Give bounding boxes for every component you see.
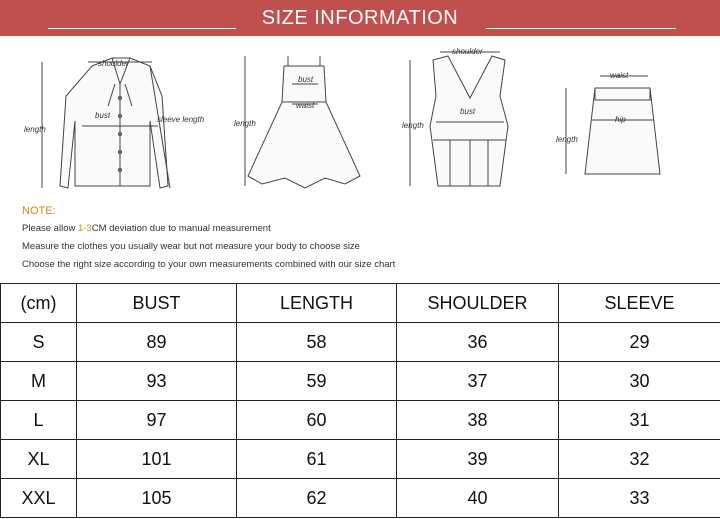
table-cell: 30: [559, 362, 720, 401]
size-table: [0, 283, 720, 518]
table-cell: XXL: [1, 479, 77, 518]
shirt-length-label: length: [24, 125, 46, 134]
table-cell: 93: [77, 362, 237, 401]
shirt-bust-label: bust: [95, 111, 111, 120]
table-cell: 40: [397, 479, 559, 518]
table-cell: 62: [237, 479, 397, 518]
table-cell: 58: [237, 323, 397, 362]
table-row: [1, 440, 720, 479]
table-cell: 59: [237, 362, 397, 401]
table-cell: 37: [397, 362, 559, 401]
table-row: [1, 401, 720, 440]
tank-shoulder-label: shoulder: [452, 47, 483, 56]
table-cell: 89: [77, 323, 237, 362]
note-line-1-highlight: 1-3: [77, 223, 92, 234]
table-cell: 105: [77, 479, 237, 518]
note-block: [22, 202, 395, 274]
dress-bust-label: bust: [298, 75, 314, 84]
skirt-hip-label: hip: [615, 115, 626, 124]
tank-bust-label: bust: [460, 107, 476, 116]
skirt-waist-label: waist: [610, 71, 629, 80]
dress-waist-label: waist: [296, 101, 315, 110]
table-cell: 32: [559, 440, 720, 479]
note-line-1-end: CM deviation due to manual measurement: [91, 223, 271, 234]
table-row: [1, 362, 720, 401]
title-banner: [0, 0, 720, 36]
tank-length-label: length: [402, 121, 424, 130]
dress-length-label: length: [234, 119, 256, 128]
header-cell: (cm): [1, 284, 77, 323]
measurement-illustration: [0, 36, 720, 283]
table-row: [1, 323, 720, 362]
table-cell: M: [1, 362, 77, 401]
shirt-shoulder-label: shoulder: [98, 59, 129, 68]
table-header-row: [1, 284, 720, 323]
banner-title: SIZE INFORMATION: [261, 7, 459, 29]
table-cell: 60: [237, 401, 397, 440]
table-cell: 97: [77, 401, 237, 440]
table-cell: XL: [1, 440, 77, 479]
table-cell: 39: [397, 440, 559, 479]
note-header: NOTE:: [22, 205, 56, 217]
header-cell: BUST: [77, 284, 237, 323]
shirt-drawing: [42, 58, 170, 188]
skirt-length-label: length: [556, 135, 578, 144]
table-cell: 38: [397, 401, 559, 440]
note-line-1: [22, 220, 395, 238]
table-cell: L: [1, 401, 77, 440]
header-cell: LENGTH: [237, 284, 397, 323]
table-cell: 101: [77, 440, 237, 479]
table-cell: 61: [237, 440, 397, 479]
note-line-1-start: Please allow: [22, 223, 78, 234]
table-cell: S: [1, 323, 77, 362]
note-line-3: Choose the right size according to your own measurements combined with our size chart: [22, 259, 396, 270]
table-cell: 29: [559, 323, 720, 362]
table-cell: 33: [559, 479, 720, 518]
tank-drawing: [410, 52, 508, 186]
shirt-sleeve-label: sleeve length: [157, 115, 205, 124]
table-cell: 31: [559, 401, 720, 440]
note-line-2: Measure the clothes you usually wear but not measure your body to choose size: [22, 241, 360, 252]
table-row: [1, 479, 720, 518]
header-cell: SHOULDER: [397, 284, 559, 323]
table-cell: 36: [397, 323, 559, 362]
skirt-drawing: [566, 76, 660, 174]
header-cell: SLEEVE: [559, 284, 720, 323]
